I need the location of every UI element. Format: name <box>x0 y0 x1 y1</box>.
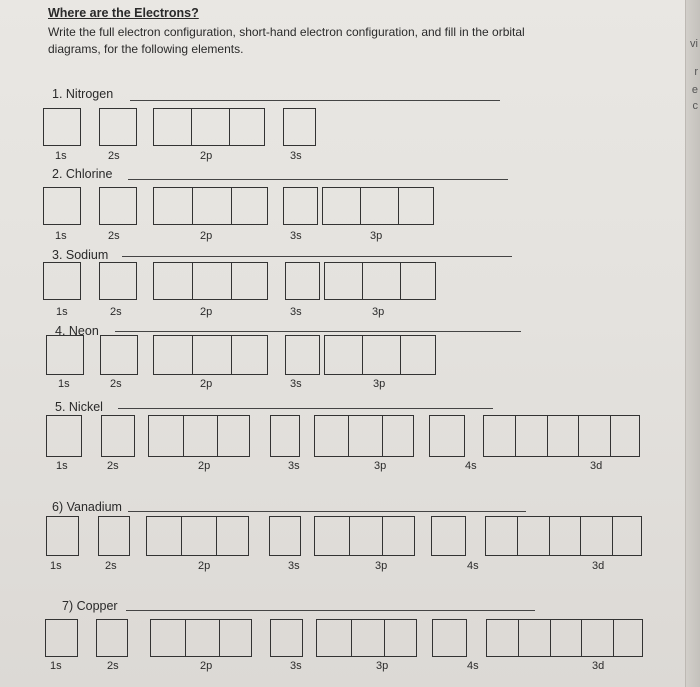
orbital-box <box>314 415 414 457</box>
orbital-box <box>46 415 82 457</box>
orbital-divider <box>384 620 385 656</box>
orbital-divider <box>515 416 516 456</box>
orbital-label: 3s <box>290 378 302 390</box>
orbital-divider <box>382 517 383 555</box>
orbital-divider <box>185 620 186 656</box>
orbital-label: 3s <box>290 150 302 162</box>
element-label: 7) Copper <box>62 599 118 613</box>
instructions-line-1: Write the full electron configuration, short-hand electron configuration, and fill in the orbital <box>48 25 525 39</box>
orbital-divider <box>216 517 217 555</box>
orbital-label: 3p <box>370 230 383 242</box>
orbital-label: 2s <box>108 150 120 162</box>
answer-line <box>115 331 521 332</box>
orbital-label: 3p <box>376 660 389 672</box>
orbital-divider <box>231 263 232 299</box>
orbital-label: 2p <box>200 660 213 672</box>
orbital-divider <box>400 336 401 374</box>
orbital-label: 1s <box>50 560 62 572</box>
orbital-label: 2p <box>200 306 213 318</box>
orbital-box <box>431 516 466 556</box>
answer-line <box>128 511 526 512</box>
orbital-divider <box>229 109 230 145</box>
element-label: 1. Nitrogen <box>52 87 114 101</box>
orbital-divider <box>348 416 349 456</box>
orbital-box <box>285 262 320 300</box>
instructions-line-2: diagrams, for the following elements. <box>48 42 244 56</box>
orbital-box <box>153 335 268 375</box>
answer-line <box>126 610 535 611</box>
orbital-divider <box>349 517 350 555</box>
orbital-divider <box>362 263 363 299</box>
orbital-box <box>270 415 300 457</box>
orbital-label: 2p <box>198 460 211 472</box>
orbital-box <box>46 335 84 375</box>
orbital-divider <box>550 620 551 656</box>
orbital-divider <box>191 109 192 145</box>
orbital-label: 2s <box>110 306 122 318</box>
orbital-label: 4s <box>467 560 479 572</box>
orbital-label: 3s <box>290 230 302 242</box>
orbital-divider <box>382 416 383 456</box>
element-label: 2. Chlorine <box>52 167 113 181</box>
orbital-box <box>283 187 318 225</box>
element-label: 6) Vanadium <box>52 500 122 514</box>
orbital-divider <box>217 416 218 456</box>
orbital-box <box>153 187 268 225</box>
orbital-divider <box>183 416 184 456</box>
orbital-divider <box>612 517 613 555</box>
orbital-label: 2p <box>200 230 213 242</box>
orbital-box <box>46 516 79 556</box>
orbital-box <box>148 415 250 457</box>
orbital-label: 2p <box>200 378 213 390</box>
orbital-box <box>153 262 268 300</box>
orbital-box <box>486 619 643 657</box>
orbital-label: 1s <box>58 378 70 390</box>
orbital-label: 2p <box>198 560 211 572</box>
orbital-divider <box>518 620 519 656</box>
edge-text: r <box>694 66 698 78</box>
orbital-box <box>43 262 81 300</box>
orbital-divider <box>581 620 582 656</box>
orbital-label: 3p <box>372 306 385 318</box>
orbital-label: 4s <box>465 460 477 472</box>
orbital-box <box>101 415 135 457</box>
orbital-label: 3p <box>374 460 387 472</box>
orbital-divider <box>398 188 399 224</box>
orbital-box <box>43 187 81 225</box>
edge-text: vi <box>690 38 698 50</box>
orbital-divider <box>400 263 401 299</box>
orbital-box <box>99 187 137 225</box>
orbital-box <box>45 619 78 657</box>
orbital-box <box>429 415 465 457</box>
orbital-box <box>153 108 265 146</box>
answer-line <box>118 408 493 409</box>
orbital-box <box>316 619 417 657</box>
orbital-box <box>483 415 640 457</box>
orbital-divider <box>610 416 611 456</box>
orbital-box <box>324 335 436 375</box>
orbital-box <box>99 108 137 146</box>
orbital-label: 2s <box>105 560 117 572</box>
orbital-label: 2s <box>108 230 120 242</box>
orbital-box <box>324 262 436 300</box>
orbital-divider <box>362 336 363 374</box>
orbital-box <box>283 108 316 146</box>
orbital-label: 1s <box>50 660 62 672</box>
orbital-divider <box>517 517 518 555</box>
orbital-label: 1s <box>55 150 67 162</box>
orbital-box <box>150 619 252 657</box>
adjacent-page-edge <box>685 0 700 687</box>
orbital-label: 4s <box>467 660 479 672</box>
orbital-label: 2s <box>107 660 119 672</box>
orbital-label: 3p <box>373 378 386 390</box>
orbital-label: 3d <box>592 560 605 572</box>
orbital-box <box>485 516 642 556</box>
orbital-box <box>322 187 434 225</box>
orbital-label: 3s <box>290 306 302 318</box>
orbital-label: 3d <box>592 660 605 672</box>
element-label: 5. Nickel <box>55 400 103 414</box>
element-label: 3. Sodium <box>52 248 109 262</box>
orbital-box <box>285 335 320 375</box>
orbital-label: 3p <box>375 560 388 572</box>
orbital-divider <box>613 620 614 656</box>
orbital-divider <box>192 188 193 224</box>
orbital-box <box>100 335 138 375</box>
orbital-box <box>98 516 130 556</box>
orbital-label: 1s <box>56 460 68 472</box>
orbital-box <box>432 619 467 657</box>
orbital-divider <box>547 416 548 456</box>
orbital-label: 2s <box>107 460 119 472</box>
orbital-label: 1s <box>56 306 68 318</box>
orbital-label: 3s <box>288 560 300 572</box>
element-label: 4. Neon <box>55 324 99 338</box>
orbital-label: 2p <box>200 150 213 162</box>
orbital-label: 2s <box>110 378 122 390</box>
worksheet-title: Where are the Electrons? <box>48 6 199 20</box>
orbital-divider <box>219 620 220 656</box>
orbital-box <box>146 516 249 556</box>
orbital-box <box>96 619 128 657</box>
edge-text: e <box>691 84 698 96</box>
orbital-divider <box>192 263 193 299</box>
orbital-label: 3s <box>288 460 300 472</box>
answer-line <box>128 179 508 180</box>
orbital-box <box>314 516 415 556</box>
orbital-divider <box>181 517 182 555</box>
orbital-label: 3s <box>290 660 302 672</box>
orbital-box <box>270 619 303 657</box>
orbital-label: 1s <box>55 230 67 242</box>
orbital-divider <box>231 336 232 374</box>
orbital-label: 3d <box>590 460 603 472</box>
edge-text: c <box>692 100 698 112</box>
orbital-box <box>43 108 81 146</box>
orbital-divider <box>351 620 352 656</box>
orbital-divider <box>192 336 193 374</box>
answer-line <box>122 256 512 257</box>
orbital-divider <box>549 517 550 555</box>
orbital-divider <box>580 517 581 555</box>
orbital-divider <box>578 416 579 456</box>
orbital-divider <box>360 188 361 224</box>
answer-line <box>130 100 500 101</box>
orbital-box <box>269 516 301 556</box>
orbital-divider <box>231 188 232 224</box>
orbital-box <box>99 262 137 300</box>
